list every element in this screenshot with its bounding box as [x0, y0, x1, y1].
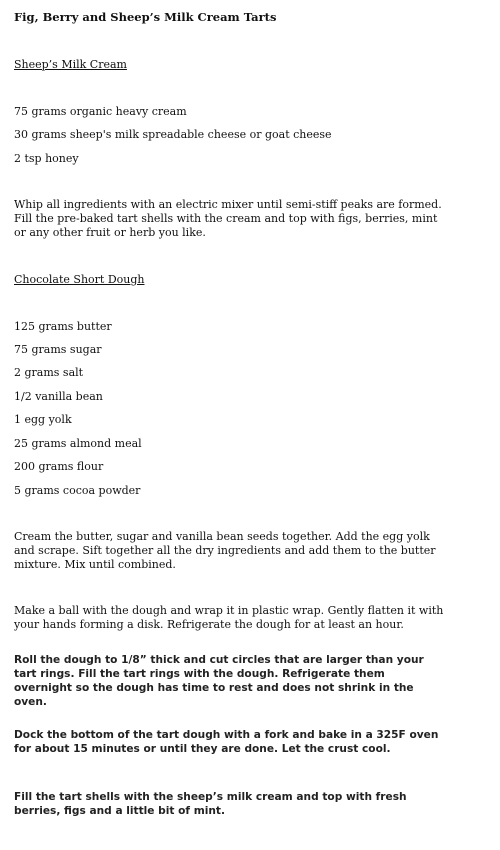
dough-ingredient: 5 grams cocoa powder — [14, 484, 141, 497]
dough-step: Roll the dough to 1/8” thick and cut circles that are larger than your tart rings. Fill the tart rings with the dough. Refrigerate them overnight so the dough has time to rest and does not shrink in the oven. — [14, 654, 424, 708]
dough-ingredient: 1 egg yolk — [14, 413, 72, 426]
dough-heading: Chocolate Short Dough — [14, 273, 145, 286]
dough-ingredient: 200 grams flour — [14, 460, 104, 473]
dough-ingredient: 25 grams almond meal — [14, 437, 142, 450]
dough-step: Dock the bottom of the tart dough with a fork and bake in a 325F oven for about 15 minutes or until they are done. Let the crust cool. — [14, 729, 439, 755]
cream-ingredient: 30 grams sheep's milk spreadable cheese or goat cheese — [14, 128, 332, 141]
cream-instructions: Whip all ingredients with an electric mixer until semi-stiff peaks are formed. Fill the pre-baked tart shells with the cream and top with figs, berries, mint or any other fruit or herb you like. — [14, 198, 442, 239]
dough-ingredient: 1/2 vanilla bean — [14, 390, 103, 403]
dough-ingredient: 75 grams sugar — [14, 343, 102, 356]
dough-step: Cream the butter, sugar and vanilla bean seeds together. Add the egg yolk and scrape. Sift together all the dry ingredients and add them to the butter mixture. Mix until combined. — [14, 530, 436, 571]
cream-ingredient: 75 grams organic heavy cream — [14, 105, 187, 118]
cream-heading: Sheep’s Milk Cream — [14, 58, 127, 71]
cream-ingredient: 2 tsp honey — [14, 152, 79, 165]
recipe-title: Fig, Berry and Sheep’s Milk Cream Tarts — [14, 10, 277, 24]
dough-ingredient: 2 grams salt — [14, 366, 84, 379]
dough-step: Make a ball with the dough and wrap it in plastic wrap. Gently flatten it with your hands forming a disk. Refrigerate the dough for at least an hour. — [14, 604, 444, 631]
dough-ingredient: 125 grams butter — [14, 320, 112, 333]
dough-step: Fill the tart shells with the sheep’s milk cream and top with fresh berries, figs and a little bit of mint. — [14, 791, 407, 817]
